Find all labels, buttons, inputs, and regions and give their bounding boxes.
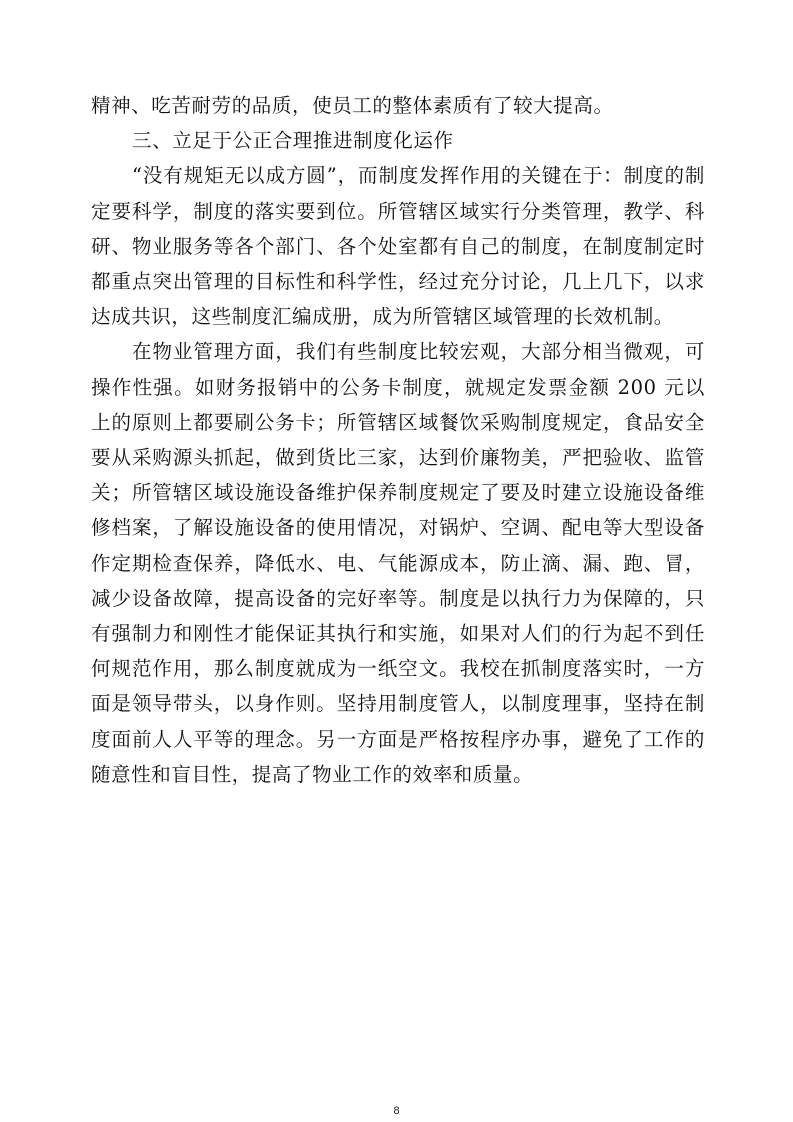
paragraph-continuation: 精神、吃苦耐劳的品质，使员工的整体素质有了较大提高。 bbox=[91, 94, 614, 117]
paragraph-system-principle: “没有规矩无以成方圆”，而制度发挥作用的关键在于：制度的制定要科学，制度的落实要到位。所管辖区域实行分类管理，教学、科研、物业服务等各个部门、各个处室都有自己的制度，在制度制定时都重点突出管理的目标性和科学性，经过充分讨论，几上几下，以求达成共识，这些制度汇编成册，成为所管辖区域管理的长效机制。 bbox=[91, 164, 705, 329]
page-body bbox=[91, 88, 705, 792]
page-number: 8 bbox=[393, 1105, 400, 1117]
paragraph-property-management: 在物业管理方面，我们有些制度比较宏观，大部分相当微观，可操作性强。如财务报销中的公务卡制度，就规定发票金额 200 元以上的原则上都要刷公务卡；所管辖区域餐饮采购制度规定，食品安全要从采购源头抓起，做到货比三家，达到价廉物美，严把验收、监管关；所管辖区域设施设备维护保养制度规定了要及时建立设施设备维修档案，了解设施设备的使用情况，对锅炉、空调、配电等大型设备作定期检查保养，降低水、电、气能源成本，防止滴、漏、跑、冒，减少设备故障，提高设备的完好率等。制度是以执行力为保障的，只有强制力和刚性才能保证其执行和实施，如果对人们的行为起不到任何规范作用，那么制度就成为一纸空文。我校在抓制度落实时，一方面是领导带头，以身作则。坚持用制度管人，以制度理事，坚持在制度面前人人平等的理念。另一方面是严格按程序办事，避免了工作的随意性和盲目性，提高了物业工作的效率和质量。 bbox=[91, 340, 705, 786]
section-heading: 三、立足于公正合理推进制度化运作 bbox=[132, 129, 454, 153]
